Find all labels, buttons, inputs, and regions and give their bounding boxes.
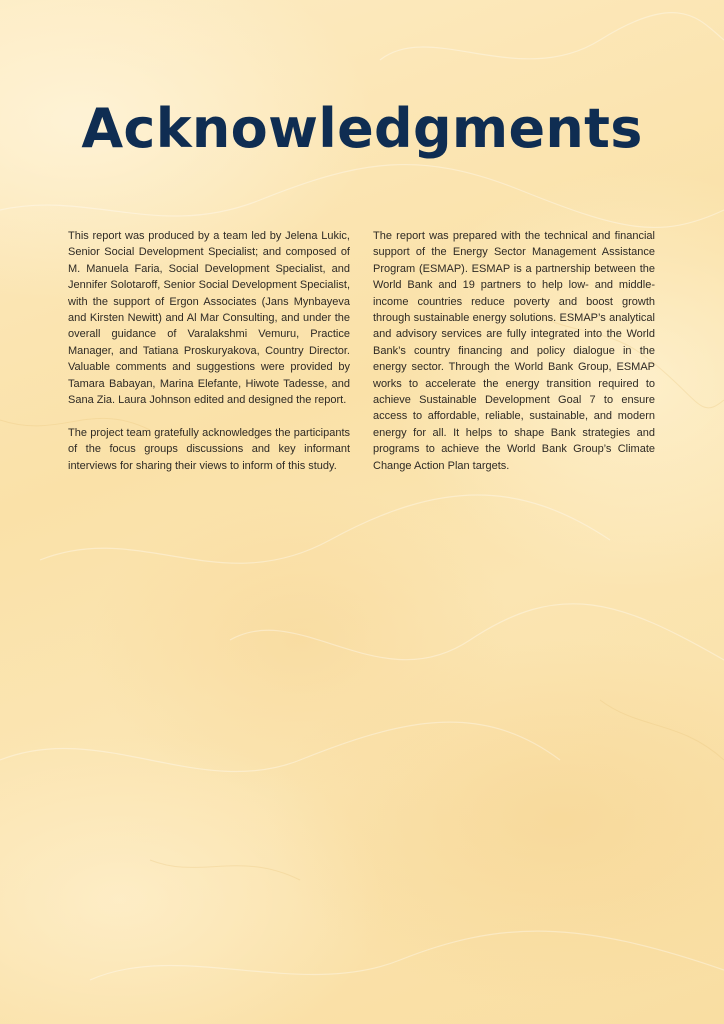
team-paragraph: This report was produced by a team led by Jelena Lukic, Senior Social Development Specialist; and composed of M. Manuela Faria, Social Development Specialist, and Jennifer Solotaroff, Senior Social Development Specialist, with the support of Ergon Associates (Jans Mynbayeva and Kirsten Newitt) and Al Mar Consulting, and under the overall guidance of Varalakshmi Vemuru, Practice Manager, and Tatiana Proskuryakova, Country Director. Valuable comments and suggestions were provided by Tamara Babayan, Marina Elefante, Hiwote Tadesse, and Sana Zia. Laura Johnson edited and designed the report. [68, 230, 350, 407]
esmap-paragraph: The report was prepared with the technical and financial support of the Energy Sector Management Assistance Program (ESMAP). ESMAP is a partnership between the World Bank and 19 partners to help low- and middle-income countries reduce poverty and boost growth through sustainable energy solutions. ESMAP’s analytical and advisory services are fully integrated into the World Bank’s country financing and policy dialogue in the energy sector. Through the World Bank Group, ESMAP works to accelerate the energy transition required to achieve Sustainable Development Goal 7 to ensure access to affordable, reliable, sustainable, and modern energy for all. It helps to shape Bank strategies and programs to achieve the World Bank Group’s Climate Change Action Plan targets. [373, 230, 655, 472]
right-text-column [373, 228, 655, 490]
page-title: Acknowledgments [81, 97, 643, 160]
participants-paragraph: The project team gratefully acknowledges the participants of the focus groups discussions and key informant interviews for sharing their views to inform of this study. [68, 426, 350, 472]
left-text-column [68, 228, 350, 490]
